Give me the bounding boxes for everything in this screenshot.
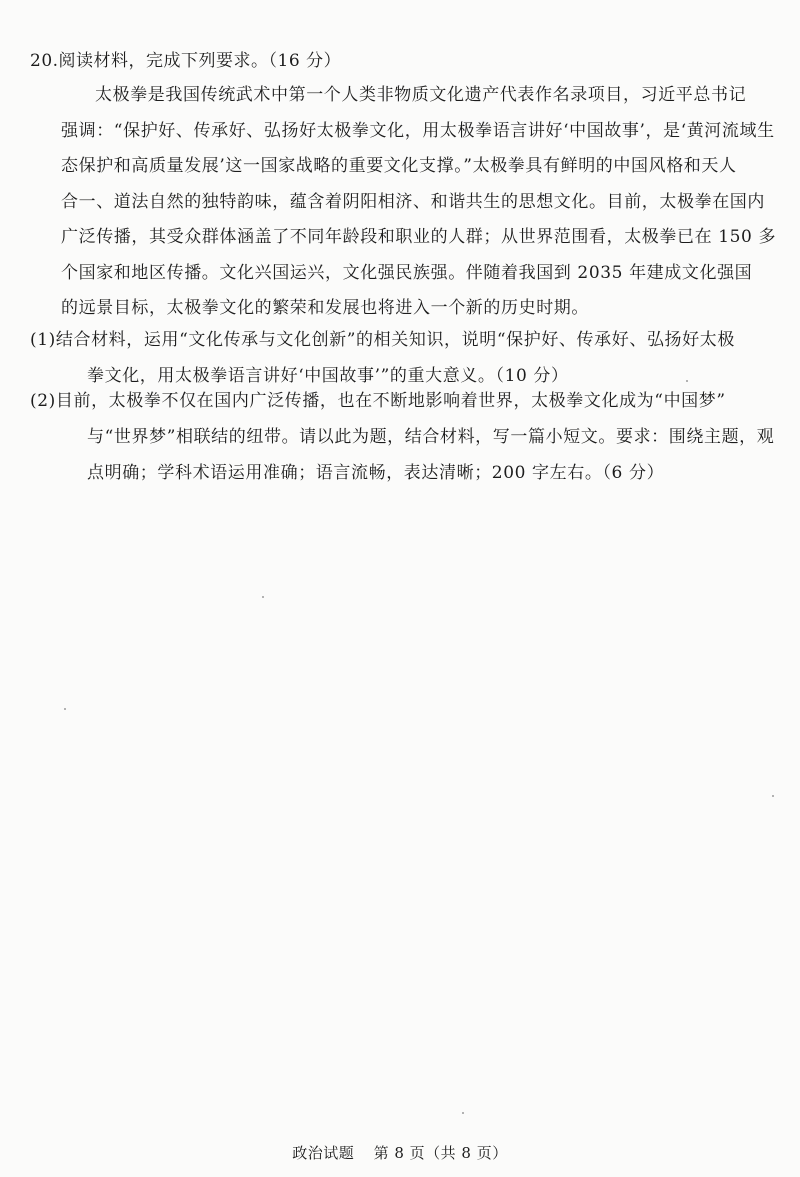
footer-subject: 政治试题 bbox=[292, 1144, 355, 1162]
material-line: 强调：“保护好、传承好、弘扬好太极拳文化，用太极拳语言讲好‘中国故事’，是‘黄河流域生 bbox=[61, 120, 775, 141]
sub-question-line: 拳文化，用太极拳语言讲好‘中国故事’”的重大意义。（10 分） bbox=[87, 366, 569, 386]
scan-speck bbox=[262, 596, 264, 598]
footer-page-number: 第 8 页（共 8 页） bbox=[373, 1144, 508, 1162]
material-line: 太极拳是我国传统武术中第一个人类非物质文化遗产代表作名录项目，习近平总书记 bbox=[95, 85, 747, 105]
sub-question-line: (2)目前，太极拳不仅在国内广泛传播，也在不断地影响着世界，太极拳文化成为“中国梦” bbox=[30, 391, 726, 411]
scan-speck bbox=[64, 708, 66, 710]
scan-speck bbox=[772, 795, 774, 797]
reading-material bbox=[61, 78, 777, 327]
sub-question-2 bbox=[30, 383, 775, 491]
sub-question-line: 点明确；学科术语运用准确；语言流畅，表达清晰；200 字左右。（6 分） bbox=[87, 463, 665, 483]
scan-speck bbox=[686, 380, 688, 382]
material-line: 广泛传播，其受众群体涵盖了不同年龄段和职业的人群；从世界范围看，太极拳已在 150 多 bbox=[61, 227, 777, 247]
sub-question-line: 与“世界梦”相联结的纽带。请以此为题，结合材料，写一篇小短文。要求：围绕主题，观 bbox=[87, 427, 775, 447]
page-footer bbox=[0, 1142, 800, 1163]
material-line: 个国家和地区传播。文化兴国运兴，文化强民族强。伴随着我国到 2035 年建成文化强国 bbox=[61, 262, 753, 283]
sub-question-line: (1)结合材料，运用“文化传承与文化创新”的相关知识，说明“保护好、传承好、弘扬好太极 bbox=[30, 330, 735, 350]
material-line: 合一、道法自然的独特韵味，蕴含着阴阳相济、和谐共生的思想文化。目前，太极拳在国内 bbox=[61, 191, 765, 212]
question-header: 20.阅读材料，完成下列要求。（16 分） bbox=[30, 51, 342, 71]
material-line: 的远景目标，太极拳文化的繁荣和发展也将进入一个新的历史时期。 bbox=[61, 298, 589, 318]
scan-speck bbox=[462, 1112, 464, 1114]
material-line: 态保护和高质量发展’这一国家战略的重要文化支撑。”太极拳具有鲜明的中国风格和天人 bbox=[61, 156, 737, 176]
